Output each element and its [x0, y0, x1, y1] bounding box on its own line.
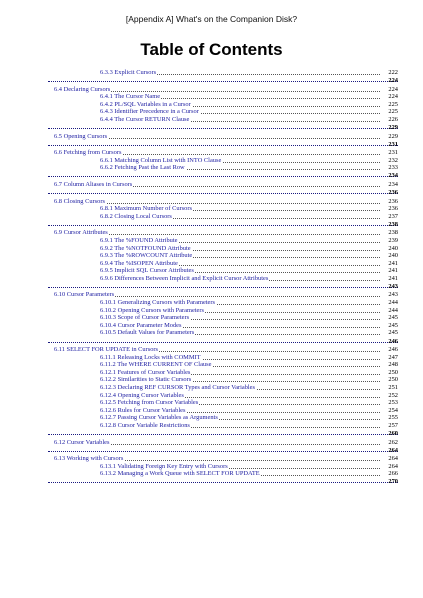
toc-entry[interactable]: [48, 361, 398, 369]
separator-page: 270: [388, 478, 398, 486]
toc-entry-page: 233: [388, 164, 398, 172]
toc-entry-page: 257: [388, 421, 398, 429]
separator-page: 229: [388, 124, 398, 132]
toc-entry-label[interactable]: 6.4 Declaring Cursors: [54, 85, 111, 93]
toc-entry[interactable]: [48, 198, 398, 206]
toc-entry-label[interactable]: 6.12.1 Features of Cursor Variables: [100, 368, 191, 376]
toc-entry-page: 237: [388, 212, 398, 220]
toc-entry-label[interactable]: 6.10 Cursor Parameters: [54, 291, 115, 299]
separator-rule: [48, 451, 398, 452]
toc-entry-page: 245: [388, 314, 398, 322]
toc-entry-label[interactable]: 6.7 Column Aliases in Cursors: [54, 180, 133, 188]
toc-entry[interactable]: [48, 422, 398, 430]
toc-entry-label[interactable]: 6.8.1 Maximum Number of Cursors: [100, 205, 192, 213]
separator-rule: [48, 287, 398, 288]
toc-entry-page: 254: [388, 406, 398, 414]
toc-entry[interactable]: [48, 133, 398, 141]
section-separator: [48, 142, 398, 148]
toc-entry-page: 266: [388, 470, 398, 478]
toc-entry[interactable]: [48, 376, 398, 384]
separator-rule: [48, 193, 398, 194]
toc-entry-label[interactable]: 6.12.8 Cursor Variable Restrictions: [100, 421, 190, 429]
toc-entry-label[interactable]: 6.6.2 Fetching Past the Last Row: [100, 164, 185, 172]
toc-entry-page: 225: [388, 108, 398, 116]
toc-entry-page: 250: [388, 376, 398, 384]
toc-entry-page: 222: [388, 69, 398, 76]
toc-entry-page: 251: [388, 384, 398, 391]
section-separator: [48, 431, 398, 437]
toc-entry[interactable]: [48, 414, 398, 422]
toc-entry[interactable]: [48, 267, 398, 275]
toc-entry-label[interactable]: 6.8 Closing Cursors: [54, 197, 105, 205]
toc-entry-page: 231: [388, 149, 398, 157]
toc-entry-label[interactable]: 6.13.1 Validating Foreign Key Entry with Cursors: [100, 462, 228, 470]
toc-entry-label[interactable]: 6.12.6 Rules for Cursor Variables: [100, 406, 186, 414]
separator-rule: [48, 434, 398, 435]
toc-entry-page: 239: [388, 236, 398, 244]
section-separator: [48, 339, 398, 345]
toc-entry-page: 264: [388, 462, 398, 470]
toc-entry-page: 253: [388, 399, 398, 407]
toc-entry-page: 252: [388, 391, 398, 399]
toc-entry[interactable]: [48, 181, 398, 189]
toc-entry-label[interactable]: 6.4.1 The Cursor Name: [100, 93, 161, 101]
toc-entry[interactable]: [48, 275, 398, 283]
separator-rule: [48, 225, 398, 226]
toc-entry-page: 232: [388, 156, 398, 164]
toc-entry-page: 264: [388, 455, 398, 463]
toc-entry[interactable]: [48, 455, 398, 463]
toc-entry-page: 241: [388, 274, 398, 282]
separator-page: 260: [388, 430, 398, 438]
table-of-contents: [48, 69, 398, 487]
separator-rule: [48, 145, 398, 146]
toc-entry-label[interactable]: 6.9.3 The %ROWCOUNT Attribute: [100, 252, 193, 260]
toc-entry[interactable]: [48, 108, 398, 116]
toc-entry[interactable]: [48, 149, 398, 157]
separator-page: 224: [388, 77, 398, 85]
toc-entry[interactable]: [48, 237, 398, 245]
toc-entry-label[interactable]: 6.10.5 Default Values for Parameters: [100, 329, 195, 337]
separator-page: 231: [388, 140, 398, 148]
toc-entry-label[interactable]: 6.5 Opening Cursors: [54, 132, 108, 140]
toc-entry[interactable]: [48, 314, 398, 322]
toc-entry-label[interactable]: 6.10.3 Scope of Cursor Parameters: [100, 314, 190, 322]
toc-entry-page: 241: [388, 267, 398, 275]
toc-entry[interactable]: [48, 69, 398, 77]
toc-entry-label[interactable]: 6.9.6 Differences Between Implicit and Explicit Cursor Attributes: [100, 274, 269, 282]
toc-entry-page: 224: [388, 93, 398, 101]
toc-entry[interactable]: [48, 252, 398, 260]
toc-entry[interactable]: [48, 213, 398, 221]
toc-entry-label[interactable]: 6.4.3 Identifier Precedence in a Cursor: [100, 108, 199, 116]
toc-entry[interactable]: [48, 205, 398, 213]
toc-entry-page: 226: [388, 115, 398, 123]
toc-entry-page: 241: [388, 259, 398, 267]
toc-entry-page: 248: [388, 361, 398, 369]
separator-rule: [48, 128, 398, 129]
toc-entry-page: 245: [388, 321, 398, 329]
toc-entry-label[interactable]: 6.4.4 The Cursor RETURN Clause: [100, 115, 190, 123]
toc-entry[interactable]: [48, 164, 398, 172]
toc-entry-label[interactable]: 6.10.4 Cursor Parameter Modes: [100, 321, 182, 329]
running-header: [Appendix A] What's on the Companion Disk?: [125, 14, 298, 24]
separator-page: 246: [388, 337, 398, 345]
toc-entry-label[interactable]: 6.12.2 Similarities to Static Cursors: [100, 376, 192, 384]
separator-page: 234: [388, 172, 398, 180]
toc-entry[interactable]: [48, 470, 398, 478]
section-separator: [48, 448, 398, 454]
toc-entry-page: 262: [388, 438, 398, 446]
toc-entry-label[interactable]: 6.12.4 Opening Cursor Variables: [100, 391, 184, 399]
toc-entry-page: 236: [388, 197, 398, 205]
toc-entry-label[interactable]: 6.13.2 Managing a Work Queue with SELECT FOR UPDATE: [100, 470, 260, 478]
toc-entry-page: 247: [388, 353, 398, 361]
toc-entry-label[interactable]: 6.10.2 Opening Cursors with Parameters: [100, 306, 205, 314]
separator-rule: [48, 342, 398, 343]
toc-entry-page: 236: [388, 205, 398, 213]
toc-entry-label[interactable]: 6.6.1 Matching Column List with INTO Clause: [100, 156, 222, 164]
separator-rule: [48, 176, 398, 177]
toc-entry-page: 246: [388, 346, 398, 354]
section-separator: [48, 125, 398, 131]
toc-entry-page: 224: [388, 85, 398, 93]
toc-entry-label[interactable]: 6.9.4 The %ISOPEN Attribute: [100, 259, 178, 267]
toc-entry-label[interactable]: 6.10.1 Generalizing Cursors with Parameters: [100, 299, 216, 307]
toc-entry-page: 255: [388, 414, 398, 422]
separator-rule: [48, 482, 398, 483]
toc-entry-label[interactable]: 6.4.2 PL/SQL Variables in a Cursor: [100, 100, 191, 108]
toc-entry[interactable]: [48, 439, 398, 447]
section-separator: [48, 190, 398, 196]
toc-entry[interactable]: [48, 299, 398, 307]
separator-page: 236: [388, 189, 398, 197]
section-separator: [48, 284, 398, 290]
toc-entry-label[interactable]: 6.12 Cursor Variables: [54, 438, 110, 446]
separator-page: 238: [388, 220, 398, 228]
toc-entry-page: 243: [388, 291, 398, 299]
toc-entry-label[interactable]: 6.9.1 The %FOUND Attribute: [100, 236, 178, 244]
section-separator: [48, 173, 398, 179]
toc-entry-label[interactable]: 6.11.1 Releasing Locks with COMMIT: [100, 353, 201, 361]
toc-entry[interactable]: [48, 291, 398, 299]
toc-entry-page: 238: [388, 229, 398, 237]
toc-entry-label[interactable]: 6.9.5 Implicit SQL Cursor Attributes: [100, 267, 194, 275]
toc-entry-page: 225: [388, 100, 398, 108]
toc-entry-label[interactable]: 6.3.3 Explicit Cursors: [100, 69, 157, 76]
toc-entry[interactable]: [48, 245, 398, 253]
toc-entry-page: 240: [388, 252, 398, 260]
toc-entry-label[interactable]: 6.6 Fetching from Cursors: [54, 149, 122, 157]
toc-entry-page: 244: [388, 299, 398, 307]
toc-entry[interactable]: [48, 93, 398, 101]
toc-entry-label[interactable]: 6.9.2 The %NOTFOUND Attribute: [100, 244, 191, 252]
separator-page: 243: [388, 282, 398, 290]
toc-entry-label[interactable]: 6.13 Working with Cursors: [54, 455, 124, 463]
toc-entry[interactable]: [48, 329, 398, 337]
toc-entry-label[interactable]: 6.11.2 The WHERE CURRENT OF Clause: [100, 361, 212, 369]
toc-entry-page: 240: [388, 244, 398, 252]
toc-entry-label[interactable]: 6.12.3 Declaring REF CURSOR Types and Cursor Variables: [100, 384, 255, 391]
toc-entry-page: 229: [388, 132, 398, 140]
toc-entry-label[interactable]: 6.8.2 Closing Local Cursors: [100, 212, 172, 220]
separator-page: 264: [388, 446, 398, 454]
separator-rule: [48, 81, 398, 82]
section-separator: [48, 479, 398, 485]
toc-entry[interactable]: [48, 229, 398, 237]
toc-entry-label[interactable]: 6.12.5 Fetching from Cursor Variables: [100, 399, 199, 407]
toc-entry[interactable]: [48, 346, 398, 354]
page-title: Table of Contents: [140, 40, 283, 59]
toc-entry[interactable]: [48, 116, 398, 124]
toc-entry-page: 234: [388, 180, 398, 188]
toc-entry-page: 245: [388, 329, 398, 337]
toc-entry-page: 244: [388, 306, 398, 314]
section-separator: [48, 78, 398, 84]
toc-entry-label[interactable]: 6.12.7 Passing Cursor Variables as Arguments: [100, 414, 218, 422]
toc-entry-label[interactable]: 6.11 SELECT FOR UPDATE in Cursors: [54, 346, 159, 354]
toc-entry[interactable]: [48, 399, 398, 407]
toc-entry[interactable]: [48, 384, 398, 392]
toc-entry-label[interactable]: 6.9 Cursor Attributes: [54, 229, 108, 237]
section-separator: [48, 222, 398, 228]
toc-entry-page: 250: [388, 368, 398, 376]
